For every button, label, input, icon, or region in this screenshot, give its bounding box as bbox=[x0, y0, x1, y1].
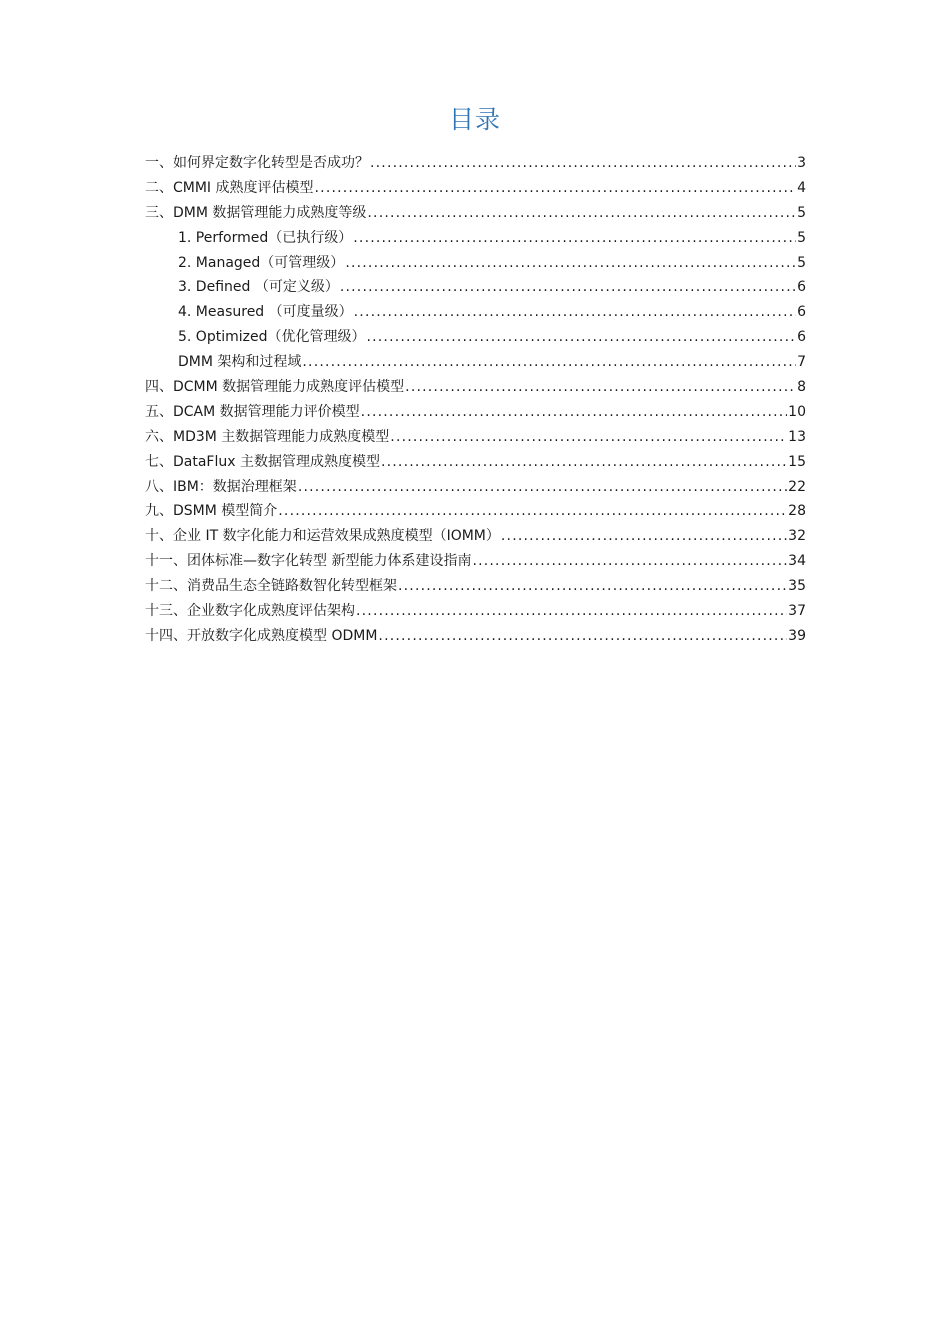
toc-dot-leader bbox=[367, 201, 796, 226]
toc-entry[interactable] bbox=[145, 475, 806, 500]
toc-entry[interactable] bbox=[145, 226, 806, 251]
toc-dot-leader bbox=[405, 375, 796, 400]
toc-dot-leader bbox=[390, 425, 787, 450]
toc-title: 目录 bbox=[448, 105, 501, 134]
toc-entry-text: DMM 架构和过程域 bbox=[178, 354, 302, 371]
toc-page-number: 3 bbox=[797, 155, 806, 171]
toc-page-number: 28 bbox=[788, 503, 806, 520]
toc-entry[interactable] bbox=[145, 425, 806, 450]
toc-page-number: 10 bbox=[788, 403, 806, 420]
toc-page-number: 5 bbox=[797, 204, 806, 221]
toc-entry[interactable] bbox=[145, 300, 806, 325]
toc-entry-text: 十、企业 IT 数字化能力和运营效果成熟度模型（IOMM） bbox=[145, 528, 500, 545]
toc-entry-text: 二、CMMI 成熟度评估模型 bbox=[145, 179, 314, 196]
toc-page-number: 13 bbox=[788, 428, 806, 445]
toc-dot-leader bbox=[366, 325, 796, 350]
toc-page-number: 15 bbox=[788, 453, 806, 470]
toc-entry[interactable] bbox=[145, 400, 806, 425]
toc-entry[interactable] bbox=[145, 624, 806, 649]
toc-dot-leader bbox=[340, 275, 796, 300]
toc-page-number: 4 bbox=[797, 179, 806, 196]
toc-page-number: 34 bbox=[788, 553, 806, 570]
toc-entry[interactable] bbox=[145, 176, 806, 201]
toc-entry-text: 十四、开放数字化成熟度模型 ODMM bbox=[145, 627, 378, 644]
toc-dot-leader bbox=[398, 574, 787, 599]
toc-dot-leader bbox=[354, 300, 796, 325]
toc-entry-text: 五、DCAM 数据管理能力评价模型 bbox=[145, 403, 360, 420]
toc-dot-leader bbox=[278, 499, 787, 524]
toc-page-number: 5 bbox=[797, 254, 806, 271]
toc-dot-leader bbox=[361, 400, 788, 425]
toc-page-number: 5 bbox=[797, 229, 806, 246]
toc-dot-leader bbox=[370, 151, 796, 176]
toc-page-number: 35 bbox=[788, 578, 806, 595]
toc-page-number: 6 bbox=[797, 279, 806, 296]
toc-dot-leader bbox=[302, 350, 796, 375]
toc-entry[interactable] bbox=[145, 275, 806, 300]
toc-entry-text: 2. Managed（可管理级） bbox=[178, 254, 345, 271]
toc-list bbox=[145, 151, 806, 649]
toc-entry[interactable] bbox=[145, 151, 806, 176]
toc-dot-leader bbox=[315, 176, 797, 201]
toc-entry-text: 一、如何界定数字化转型是否成功？ bbox=[145, 155, 369, 171]
toc-entry-text: 1. Performed（已执行级） bbox=[178, 229, 353, 246]
toc-entry-text: 六、MD3M 主数据管理能力成熟度模型 bbox=[145, 428, 390, 445]
toc-page-number: 39 bbox=[788, 627, 806, 644]
toc-dot-leader bbox=[472, 549, 787, 574]
toc-entry[interactable] bbox=[145, 375, 806, 400]
toc-dot-leader bbox=[501, 524, 787, 549]
toc-entry[interactable] bbox=[145, 574, 806, 599]
toc-entry[interactable] bbox=[145, 201, 806, 226]
toc-dot-leader bbox=[345, 251, 796, 276]
toc-dot-leader bbox=[381, 450, 787, 475]
toc-entry[interactable] bbox=[145, 450, 806, 475]
toc-entry[interactable] bbox=[145, 251, 806, 276]
toc-entry[interactable] bbox=[145, 599, 806, 624]
toc-entry-text: 八、IBM：数据治理框架 bbox=[145, 478, 297, 495]
toc-dot-leader bbox=[356, 599, 787, 624]
toc-entry-text: 七、DataFlux 主数据管理成熟度模型 bbox=[145, 453, 380, 470]
toc-entry[interactable] bbox=[145, 549, 806, 574]
toc-entry[interactable] bbox=[145, 524, 806, 549]
toc-dot-leader bbox=[298, 475, 787, 500]
toc-entry-text: 5. Optimized（优化管理级） bbox=[178, 329, 366, 346]
toc-page-number: 8 bbox=[797, 379, 806, 396]
toc-page-number: 6 bbox=[797, 329, 806, 346]
toc-entry-text: 4. Measured （可度量级） bbox=[178, 304, 353, 321]
toc-entry[interactable] bbox=[145, 325, 806, 350]
toc-page-number: 32 bbox=[788, 528, 806, 545]
toc-entry[interactable] bbox=[145, 499, 806, 524]
toc-entry-text: 九、DSMM 模型简介 bbox=[145, 503, 278, 520]
toc-entry-text: 十二、消费品生态全链路数智化转型框架 bbox=[145, 578, 397, 595]
toc-entry-text: 十一、团体标准—数字化转型 新型能力体系建设指南 bbox=[145, 553, 472, 570]
toc-page-number: 6 bbox=[797, 304, 806, 321]
toc-page-number: 22 bbox=[788, 478, 806, 495]
toc-entry-text: 十三、企业数字化成熟度评估架构 bbox=[145, 603, 355, 620]
toc-entry-text: 三、DMM 数据管理能力成熟度等级 bbox=[145, 204, 367, 221]
toc-entry-text: 四、DCMM 数据管理能力成熟度评估模型 bbox=[145, 379, 405, 396]
toc-dot-leader bbox=[378, 624, 787, 649]
toc-entry[interactable] bbox=[145, 350, 806, 375]
toc-page-number: 7 bbox=[797, 354, 806, 371]
toc-page-number: 37 bbox=[788, 603, 806, 620]
toc-dot-leader bbox=[353, 226, 796, 251]
toc-entry-text: 3. Defined （可定义级） bbox=[178, 279, 339, 296]
